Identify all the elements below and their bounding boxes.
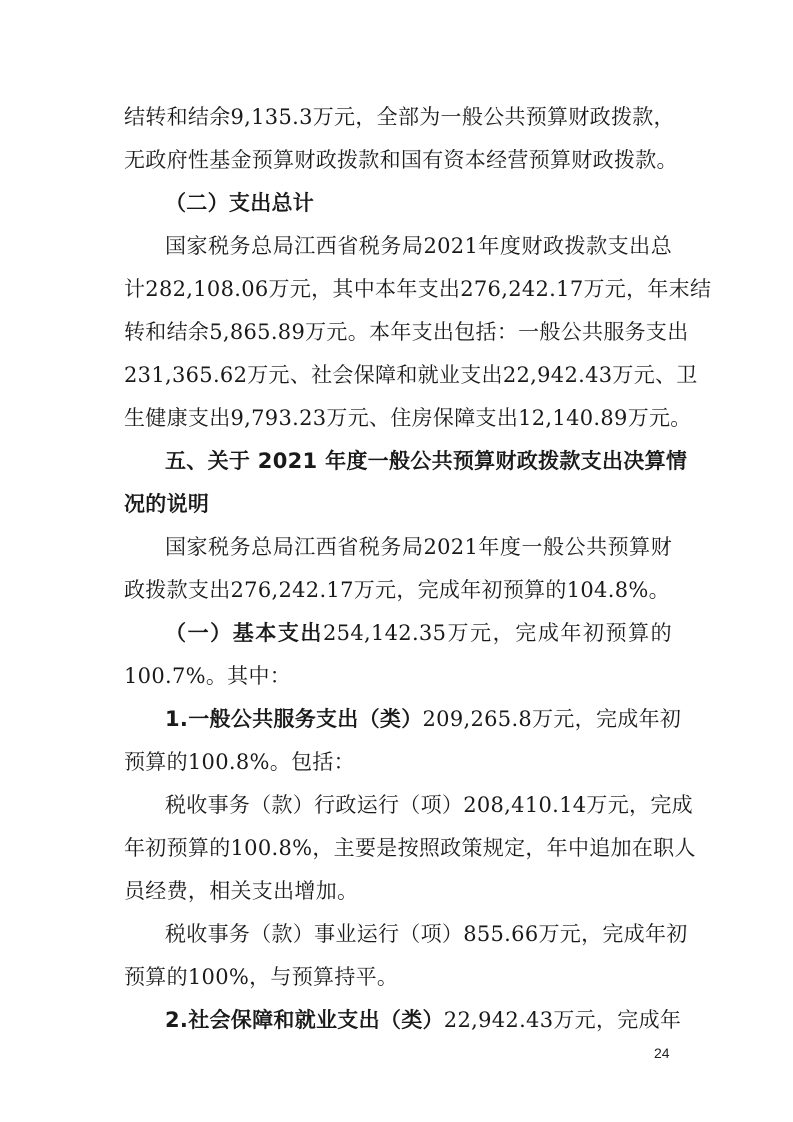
paragraph-line	[165, 1005, 682, 1035]
paragraph-text: 254,142.35万元，完成年初预算的	[323, 621, 672, 645]
paragraph-line	[165, 618, 672, 648]
paragraph-line: 计282,108.06万元，其中本年支出276,242.17万元，年末结	[124, 277, 712, 301]
paragraph-line: 预算的100.8%。包括：	[124, 750, 355, 774]
paragraph-line: 生健康支出9,793.23万元、住房保障支出12,140.89万元。	[124, 406, 692, 430]
page-number: 24	[654, 1045, 670, 1061]
paragraph-line: 国家税务总局江西省税务局2021年度一般公共预算财	[165, 535, 672, 559]
paragraph-line: 国家税务总局江西省税务局2021年度财政拨款支出总	[165, 234, 672, 258]
paragraph-line: 231,365.62万元、社会保障和就业支出22,942.43万元、卫	[124, 363, 698, 387]
paragraph-line: 税收事务（款）事业运行（项）855.66万元，完成年初	[165, 922, 688, 946]
chapter-heading: 况的说明	[124, 492, 210, 516]
paragraph-line: 100.7%。其中：	[124, 664, 292, 688]
paragraph-line: 预算的100%，与预算持平。	[124, 965, 399, 989]
item-label: 1.一般公共服务支出（类）	[165, 707, 423, 731]
item-label: 2.社会保障和就业支出（类）	[165, 1008, 444, 1032]
paragraph-line: 税收事务（款）行政运行（项）208,410.14万元，完成	[165, 793, 693, 817]
paragraph-line: 转和结余5,865.89万元。本年支出包括：一般公共服务支出	[124, 320, 689, 344]
chapter-heading: 五、关于 2021 年度一般公共预算财政拨款支出决算情	[165, 449, 688, 473]
paragraph-line: 政拨款支出276,242.17万元，完成年初预算的104.8%。	[124, 578, 670, 602]
paragraph-text: 22,942.43万元，完成年	[443, 1008, 682, 1032]
paragraph-text: 209,265.8万元，完成年初	[422, 707, 682, 731]
paragraph-line: 员经费，相关支出增加。	[124, 879, 359, 903]
paragraph-line: 年初预算的100.8%，主要是按照政策规定，年中追加在职人	[124, 836, 696, 860]
section-heading: （二）支出总计	[165, 191, 315, 215]
subsection-label: （一）基本支出	[165, 621, 324, 645]
paragraph-line: 结转和结余9,135.3万元，全部为一般公共预算财政拨款，	[124, 105, 675, 129]
paragraph-line: 无政府性基金预算财政拨款和国有资本经营预算财政拨款。	[124, 148, 678, 172]
paragraph-line	[165, 704, 682, 734]
